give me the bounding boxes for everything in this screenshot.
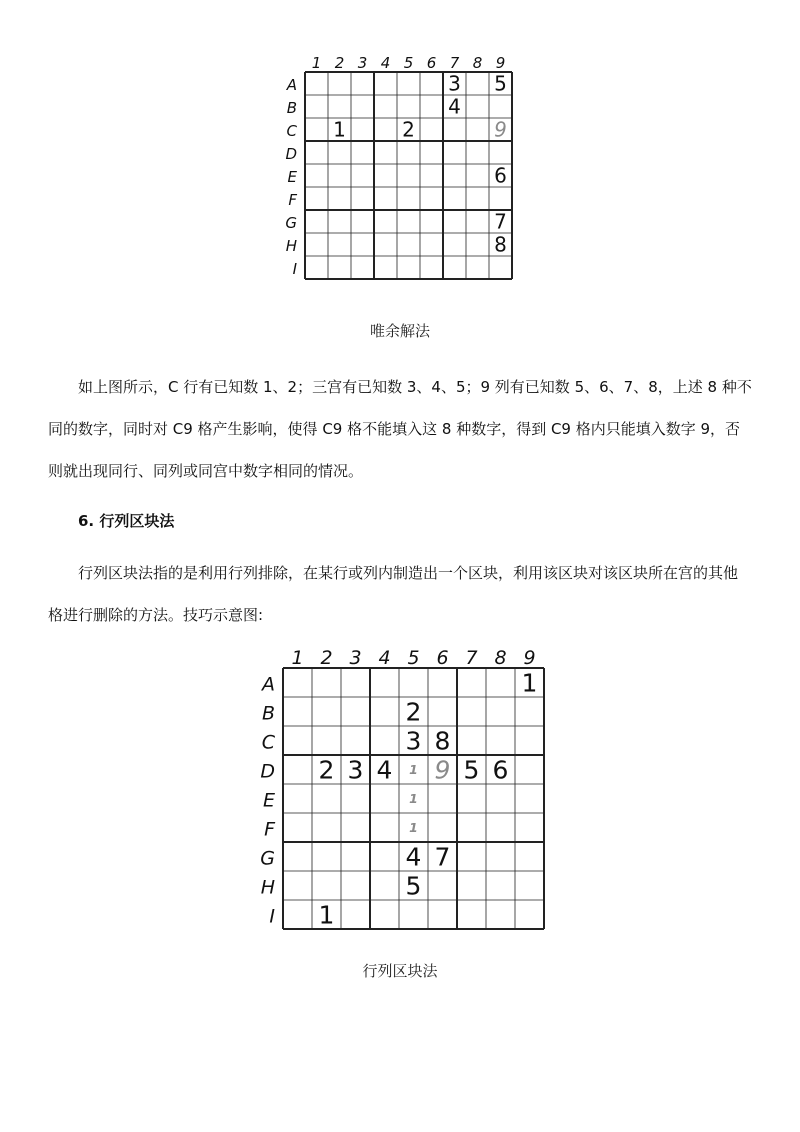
- given-digit: 1: [521, 668, 538, 698]
- column-label: 6: [436, 647, 449, 669]
- column-label: 3: [357, 54, 368, 72]
- column-label: 2: [334, 54, 345, 72]
- column-label: 4: [380, 54, 391, 72]
- column-label: 7: [465, 647, 478, 669]
- column-label: 5: [403, 54, 414, 72]
- given-digit: 4: [405, 842, 422, 872]
- row-label: B: [286, 98, 297, 117]
- given-digit: 2: [402, 117, 415, 142]
- given-digit: 7: [434, 842, 451, 872]
- row-label: H: [260, 876, 275, 899]
- given-digit: 6: [492, 755, 509, 785]
- row-label: A: [262, 673, 275, 696]
- row-label: D: [260, 760, 275, 783]
- sudoku-figure-naked-single: [280, 50, 520, 285]
- column-label: 7: [449, 54, 460, 72]
- column-label: 5: [407, 647, 420, 669]
- given-digit: 5: [405, 871, 422, 901]
- row-label: I: [269, 905, 275, 928]
- given-digit: 5: [463, 755, 480, 785]
- block-candidate-digit: 1: [409, 820, 418, 835]
- given-digit: 2: [405, 697, 422, 727]
- row-label: C: [261, 731, 275, 754]
- column-label: 2: [320, 647, 333, 669]
- row-label: F: [264, 818, 275, 841]
- paragraph-naked-single-explanation: 如上图所示，C 行有已知数 1、2；三宫有已知数 3、4、5；9 列有已知数 5、6、7、8，上述 8 种不同的数字，同时对 C9 格产生影响，使得 C9 格不能填入这 8 种数字，得到 C9 格内只能填入数字 9，否则就出现同行、同列或同宫中数字相同的情况。: [48, 378, 752, 480]
- column-label: 8: [494, 647, 507, 669]
- row-label: D: [285, 144, 297, 163]
- given-digit: 1: [333, 117, 346, 142]
- given-digit: 1: [318, 900, 335, 930]
- column-label: 1: [291, 647, 304, 669]
- block-candidate-digit: 1: [409, 791, 418, 806]
- given-digit: 4: [376, 755, 393, 785]
- row-label: I: [292, 259, 297, 278]
- column-label: 1: [311, 54, 322, 72]
- column-label: 6: [426, 54, 437, 72]
- sudoku-figure-row-column-block: [250, 640, 550, 935]
- column-label: 9: [523, 647, 536, 669]
- column-label: 8: [472, 54, 483, 72]
- paragraph-row-column-block: 行列区块法指的是利用行列排除，在某行或列内制造出一个区块，利用该区块对该区块所在宫的其他格进行删除的方法。技巧示意图:: [48, 564, 739, 624]
- given-digit: 2: [318, 755, 335, 785]
- row-label: C: [286, 121, 297, 140]
- row-label: E: [262, 789, 275, 812]
- given-digit: 4: [448, 94, 461, 119]
- given-digit: 7: [494, 209, 507, 234]
- row-label: B: [261, 702, 275, 725]
- given-digit: 6: [494, 163, 507, 188]
- column-label: 4: [378, 647, 391, 669]
- given-digit: 3: [405, 726, 422, 756]
- sudoku-grid-2: [250, 640, 550, 935]
- row-label: G: [260, 847, 275, 870]
- candidate-digit: 9: [494, 117, 507, 142]
- figure-caption-2: 行列区块法: [362, 962, 438, 980]
- given-digit: 5: [494, 71, 507, 96]
- given-digit: 3: [347, 755, 364, 785]
- row-label: G: [285, 213, 297, 232]
- column-label: 3: [349, 647, 362, 669]
- given-digit: 3: [448, 71, 461, 96]
- column-label: 9: [495, 54, 506, 72]
- given-digit: 8: [434, 726, 451, 756]
- row-label: F: [288, 190, 297, 209]
- given-digit: 8: [494, 232, 507, 257]
- block-candidate-digit: 1: [409, 762, 418, 777]
- figure-caption-1: 唯余解法: [369, 322, 430, 340]
- row-label: E: [287, 167, 297, 186]
- row-label: H: [285, 236, 297, 255]
- row-label: A: [286, 75, 297, 94]
- sudoku-grid-1: [280, 50, 520, 285]
- candidate-digit: 9: [434, 755, 451, 785]
- section-heading: 6. 行列区块法: [78, 512, 175, 530]
